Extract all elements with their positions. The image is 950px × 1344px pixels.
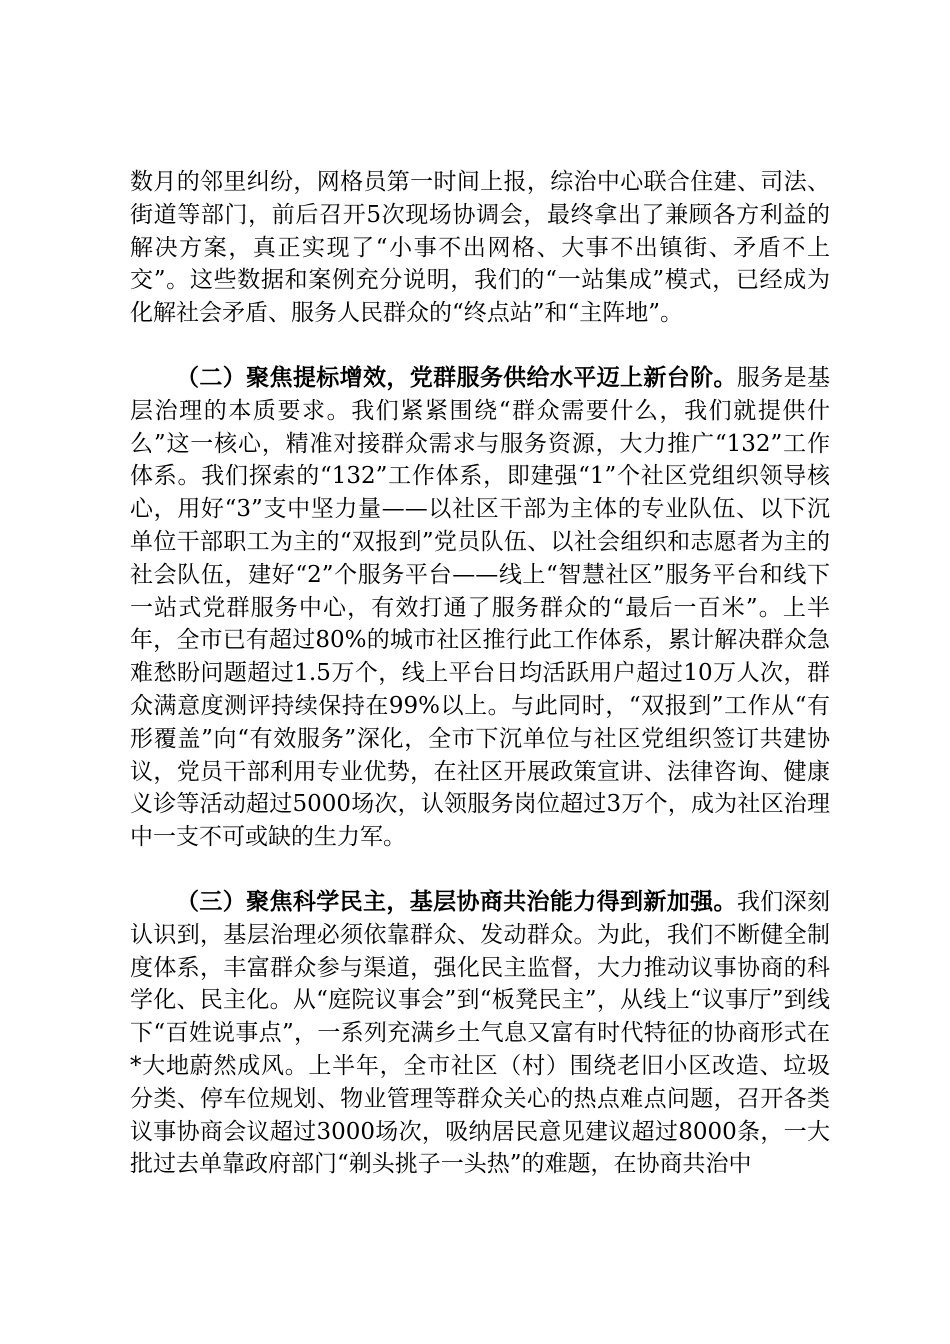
paragraph-section-two [130,362,830,854]
paragraph-continuation [130,166,830,330]
paragraph-body: 数月的邻里纠纷，网格员第一时间上报，综治中心联合住建、司法、街道等部门，前后召开5次现场协调会，最终拿出了兼顾各方利益的解决方案，真正实现了“小事不出网格、大事不出镇街、矛盾不上交”。这些数据和案例充分说明，我们的“一站集成”模式，已经成为化解社会矛盾、服务人民群众的“终点站”和“主阵地”。 [130,169,830,327]
paragraph-section-three [130,886,830,1181]
section-heading: （二）聚焦提标增效，党群服务供给水平迈上新台阶。 [176,364,737,391]
section-heading: （三）聚焦科学民主，基层协商共治能力得到新加强。 [176,888,737,915]
document-page [130,166,830,1181]
paragraph-body: 服务是基层治理的本质要求。我们紧紧围绕“群众需要什么，我们就提供什么”这一核心，精准对接群众需求与服务资源，大力推广“132”工作体系。我们探索的“132”工作体系，即建强“1”个社区党组织领导核心，用好“3”支中坚力量——以社区干部为主体的专业队伍、以下沉单位干部职工为主的“双报到”党员队伍、以社会组织和志愿者为主的社会队伍，建好“2”个服务平台——线上“智慧社区”服务平台和线下一站式党群服务中心，有效打通了服务群众的“最后一百米”。上半年，全市已有超过80%的城市社区推行此工作体系，累计解决群众急难愁盼问题超过1.5万个，线上平台日均活跃用户超过10万人次，群众满意度测评持续保持在99%以上。与此同时，“双报到”工作从“有形覆盖”向“有效服务”深化，全市下沉单位与社区党组织签订共建协议，党员干部利用专业优势，在社区开展政策宣讲、法律咨询、健康义诊等活动超过5000场次，认领服务岗位超过3万个，成为社区治理中一支不可或缺的生力军。 [130,364,831,851]
paragraph-body: 我们深刻认识到，基层治理必须依靠群众、发动群众。为此，我们不断健全制度体系，丰富群众参与渠道，强化民主监督，大力推动议事协商的科学化、民主化。从“庭院议事会”到“板凳民主”，从线上“议事厅”到线下“百姓说事点”，一系列充满乡土气息又富有时代特征的协商形式在*大地蔚然成风。上半年，全市社区（村）围绕老旧小区改造、垃圾分类、停车位规划、物业管理等群众关心的热点难点问题，召开各类议事协商会议超过3000场次，吸纳居民意见建议超过8000条，一大批过去单靠政府部门“剃头挑子一头热”的难题，在协商共治中 [130,888,831,1178]
